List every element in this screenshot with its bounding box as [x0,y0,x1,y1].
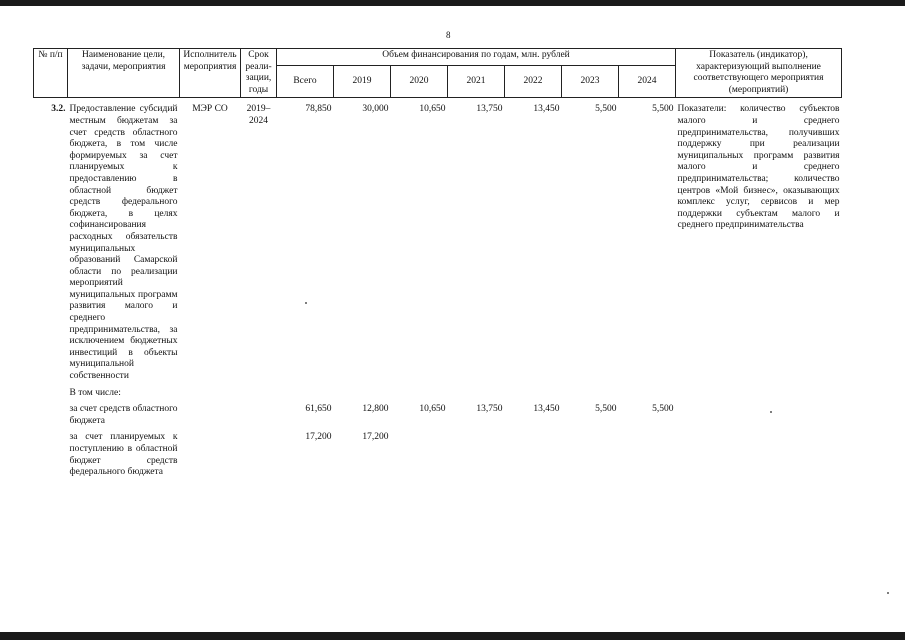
regional-2024: 5,500 [652,404,674,415]
federal-2023 [562,428,619,479]
header-year-2023: 2023 [562,66,619,98]
value-2023: 5,500 [595,104,617,115]
scan-speck [305,302,307,304]
header-number: № п/п [34,49,68,98]
table-row [34,428,842,479]
regional-2020: 10,650 [419,404,446,415]
federal-2022 [505,428,562,479]
table-row [34,400,842,428]
header-term: Срок реали-зации, годы [241,49,277,98]
header-executor: Исполнитель мероприятия [180,49,241,98]
row-term: 2019–2024 [246,104,271,126]
including-label: В том числе: [69,387,121,398]
federal-2024 [619,428,676,479]
table-header-row [34,49,842,66]
page-number: 8 [446,30,451,40]
header-name: Наименование цели, задачи, мероприятия [68,49,180,98]
value-2020: 10,650 [419,104,446,115]
row-indicator: Показатели: количество субъектов малого и среднего предпринимательства, получивших поддержку при реализации муниципальных программ развития малого и среднего предпринимательства; количество центров «Мой бизнес», оказывающих комплекс услуг, сервисов и мер поддержки субъектам малого и среднего предпринимательства [677,104,840,231]
federal-2019: 17,200 [362,432,389,443]
header-finance: Объем финансирования по годам, млн. рублей [277,49,676,66]
row-name: Предоставление субсидий местным бюджетам за счет средств областного бюджета, в том числе формируемых за счет планируемых к предоставлению в областной бюджет средств федерального бюджета, в целях софинансирования расходных обязательств муниципальных образований Самарской области по реализации мероприятий муниципальных программ развития малого и среднего предпринимательства, за исключением бюджетных инвестиций в объекты муниципальной собственности [69,104,178,382]
regional-2019: 12,800 [362,404,389,415]
scan-speck [770,411,772,413]
scan-top-border [0,0,905,6]
value-2022: 13,450 [533,104,560,115]
table-row [34,98,842,384]
header-year-total: Всего [277,66,334,98]
header-year-2019: 2019 [334,66,391,98]
header-year-2024: 2024 [619,66,676,98]
regional-2023: 5,500 [595,404,617,415]
scan-speck [887,592,889,594]
value-total: 78,850 [305,104,332,115]
financing-table [33,48,842,480]
row-code: 3.2. [51,104,66,115]
value-2021: 13,750 [476,104,503,115]
value-2024: 5,500 [652,104,674,115]
table-row [34,384,842,401]
regional-label: за счет средств областного бюджета [69,404,178,426]
row-executor: МЭР СО [192,104,228,115]
header-indicator: Показатель (индикатор), характеризующий выполнение соответствующего мероприятия (мероприятий) [676,49,842,98]
regional-total: 61,650 [305,404,332,415]
federal-2021 [448,428,505,479]
federal-2020 [391,428,448,479]
header-year-2022: 2022 [505,66,562,98]
regional-2022: 13,450 [533,404,560,415]
federal-total: 17,200 [305,432,332,443]
value-2019: 30,000 [362,104,389,115]
federal-label: за счет планируемых к поступлению в областной бюджет средств федерального бюджета [69,432,178,478]
header-year-2020: 2020 [391,66,448,98]
scan-bottom-border [0,632,905,640]
header-year-2021: 2021 [448,66,505,98]
regional-2021: 13,750 [476,404,503,415]
